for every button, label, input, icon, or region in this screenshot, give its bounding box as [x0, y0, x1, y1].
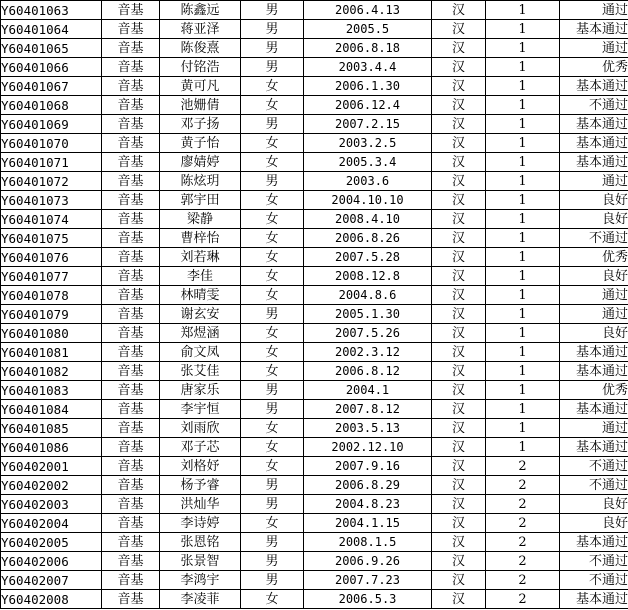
birthdate-cell: 2004.8.23 [304, 495, 432, 514]
subject-cell: 音基 [102, 1, 160, 20]
birthdate-cell: 2004.8.6 [304, 286, 432, 305]
result-cell: 不通过 [560, 457, 628, 476]
subject-cell: 音基 [102, 58, 160, 77]
ethnicity-cell: 汉 [432, 115, 486, 134]
gender-cell: 男 [241, 571, 304, 590]
gender-cell: 男 [241, 58, 304, 77]
student-id-cell: Y60402004 [1, 514, 102, 533]
birthdate-cell: 2008.4.10 [304, 210, 432, 229]
result-cell: 基本通过 [560, 533, 628, 552]
table-row [1, 362, 628, 381]
gender-cell: 男 [241, 533, 304, 552]
subject-cell: 音基 [102, 286, 160, 305]
birthdate-cell: 2006.5.3 [304, 590, 432, 609]
birthdate-cell: 2004.1.15 [304, 514, 432, 533]
gender-cell: 女 [241, 419, 304, 438]
level-cell: 1 [486, 286, 560, 305]
birthdate-cell: 2007.8.12 [304, 400, 432, 419]
gender-cell: 男 [241, 476, 304, 495]
ethnicity-cell: 汉 [432, 191, 486, 210]
ethnicity-cell: 汉 [432, 495, 486, 514]
student-id-cell: Y60402001 [1, 457, 102, 476]
level-cell: 1 [486, 96, 560, 115]
level-cell: 1 [486, 419, 560, 438]
table-row [1, 438, 628, 457]
level-cell: 1 [486, 134, 560, 153]
table-row [1, 39, 628, 58]
ethnicity-cell: 汉 [432, 476, 486, 495]
birthdate-cell: 2006.9.26 [304, 552, 432, 571]
subject-cell: 音基 [102, 457, 160, 476]
student-id-cell: Y60401066 [1, 58, 102, 77]
result-cell: 不通过 [560, 571, 628, 590]
name-cell: 池姗倩 [160, 96, 241, 115]
ethnicity-cell: 汉 [432, 457, 486, 476]
gender-cell: 男 [241, 305, 304, 324]
result-cell: 基本通过 [560, 77, 628, 96]
birthdate-cell: 2008.1.5 [304, 533, 432, 552]
level-cell: 1 [486, 1, 560, 20]
birthdate-cell: 2003.2.5 [304, 134, 432, 153]
level-cell: 1 [486, 343, 560, 362]
level-cell: 1 [486, 115, 560, 134]
result-cell: 基本通过 [560, 343, 628, 362]
level-cell: 2 [486, 476, 560, 495]
level-cell: 1 [486, 39, 560, 58]
name-cell: 林晴雯 [160, 286, 241, 305]
student-id-cell: Y60401083 [1, 381, 102, 400]
name-cell: 李诗婷 [160, 514, 241, 533]
birthdate-cell: 2007.2.15 [304, 115, 432, 134]
table-row [1, 229, 628, 248]
name-cell: 唐家乐 [160, 381, 241, 400]
subject-cell: 音基 [102, 191, 160, 210]
student-id-cell: Y60402006 [1, 552, 102, 571]
level-cell: 1 [486, 77, 560, 96]
table-row [1, 267, 628, 286]
birthdate-cell: 2003.5.13 [304, 419, 432, 438]
subject-cell: 音基 [102, 552, 160, 571]
gender-cell: 女 [241, 324, 304, 343]
student-id-cell: Y60401085 [1, 419, 102, 438]
result-cell: 良好 [560, 495, 628, 514]
student-id-cell: Y60401077 [1, 267, 102, 286]
subject-cell: 音基 [102, 172, 160, 191]
subject-cell: 音基 [102, 400, 160, 419]
result-cell: 不通过 [560, 476, 628, 495]
level-cell: 1 [486, 267, 560, 286]
table-row [1, 400, 628, 419]
gender-cell: 女 [241, 96, 304, 115]
name-cell: 俞文凤 [160, 343, 241, 362]
student-id-cell: Y60401080 [1, 324, 102, 343]
student-id-cell: Y60401082 [1, 362, 102, 381]
table-row [1, 324, 628, 343]
student-id-cell: Y60401084 [1, 400, 102, 419]
level-cell: 1 [486, 438, 560, 457]
subject-cell: 音基 [102, 267, 160, 286]
ethnicity-cell: 汉 [432, 305, 486, 324]
gender-cell: 女 [241, 514, 304, 533]
table-row [1, 191, 628, 210]
gender-cell: 女 [241, 286, 304, 305]
gender-cell: 女 [241, 210, 304, 229]
birthdate-cell: 2005.3.4 [304, 153, 432, 172]
ethnicity-cell: 汉 [432, 286, 486, 305]
birthdate-cell: 2004.10.10 [304, 191, 432, 210]
name-cell: 李佳 [160, 267, 241, 286]
student-id-cell: Y60401067 [1, 77, 102, 96]
student-id-cell: Y60402003 [1, 495, 102, 514]
table-row [1, 533, 628, 552]
birthdate-cell: 2007.5.28 [304, 248, 432, 267]
subject-cell: 音基 [102, 20, 160, 39]
result-cell: 基本通过 [560, 400, 628, 419]
subject-cell: 音基 [102, 533, 160, 552]
name-cell: 蒋亚泽 [160, 20, 241, 39]
name-cell: 郑煜涵 [160, 324, 241, 343]
result-cell: 基本通过 [560, 20, 628, 39]
level-cell: 1 [486, 153, 560, 172]
gender-cell: 男 [241, 495, 304, 514]
birthdate-cell: 2007.9.16 [304, 457, 432, 476]
table-row [1, 590, 628, 609]
name-cell: 曹梓怡 [160, 229, 241, 248]
birthdate-cell: 2007.5.26 [304, 324, 432, 343]
result-cell: 基本通过 [560, 362, 628, 381]
name-cell: 邓子芯 [160, 438, 241, 457]
level-cell: 1 [486, 381, 560, 400]
birthdate-cell: 2004.1 [304, 381, 432, 400]
table-row [1, 286, 628, 305]
student-id-cell: Y60401086 [1, 438, 102, 457]
result-cell: 通过 [560, 1, 628, 20]
result-cell: 优秀 [560, 381, 628, 400]
subject-cell: 音基 [102, 134, 160, 153]
gender-cell: 女 [241, 229, 304, 248]
birthdate-cell: 2006.8.26 [304, 229, 432, 248]
level-cell: 2 [486, 571, 560, 590]
birthdate-cell: 2006.1.30 [304, 77, 432, 96]
table-row [1, 20, 628, 39]
student-id-cell: Y60401073 [1, 191, 102, 210]
table-row [1, 419, 628, 438]
table-row [1, 552, 628, 571]
table-row [1, 210, 628, 229]
gender-cell: 男 [241, 39, 304, 58]
result-cell: 通过 [560, 286, 628, 305]
table-row [1, 343, 628, 362]
name-cell: 洪灿华 [160, 495, 241, 514]
ethnicity-cell: 汉 [432, 172, 486, 191]
birthdate-cell: 2006.12.4 [304, 96, 432, 115]
birthdate-cell: 2002.3.12 [304, 343, 432, 362]
result-cell: 基本通过 [560, 590, 628, 609]
birthdate-cell: 2006.4.13 [304, 1, 432, 20]
result-cell: 通过 [560, 172, 628, 191]
result-cell: 优秀 [560, 58, 628, 77]
student-id-cell: Y60401071 [1, 153, 102, 172]
subject-cell: 音基 [102, 324, 160, 343]
name-cell: 杨予睿 [160, 476, 241, 495]
name-cell: 李宇恒 [160, 400, 241, 419]
ethnicity-cell: 汉 [432, 571, 486, 590]
student-id-cell: Y60401078 [1, 286, 102, 305]
result-cell: 通过 [560, 305, 628, 324]
level-cell: 1 [486, 362, 560, 381]
gender-cell: 女 [241, 590, 304, 609]
result-cell: 基本通过 [560, 115, 628, 134]
table-row [1, 305, 628, 324]
name-cell: 李凌菲 [160, 590, 241, 609]
result-cell: 优秀 [560, 248, 628, 267]
level-cell: 1 [486, 172, 560, 191]
table-row [1, 476, 628, 495]
ethnicity-cell: 汉 [432, 533, 486, 552]
ethnicity-cell: 汉 [432, 381, 486, 400]
ethnicity-cell: 汉 [432, 362, 486, 381]
subject-cell: 音基 [102, 153, 160, 172]
ethnicity-cell: 汉 [432, 248, 486, 267]
result-cell: 良好 [560, 324, 628, 343]
level-cell: 1 [486, 229, 560, 248]
gender-cell: 男 [241, 400, 304, 419]
gender-cell: 男 [241, 552, 304, 571]
ethnicity-cell: 汉 [432, 134, 486, 153]
level-cell: 1 [486, 305, 560, 324]
subject-cell: 音基 [102, 419, 160, 438]
subject-cell: 音基 [102, 571, 160, 590]
ethnicity-cell: 汉 [432, 343, 486, 362]
subject-cell: 音基 [102, 514, 160, 533]
level-cell: 2 [486, 495, 560, 514]
gender-cell: 女 [241, 457, 304, 476]
gender-cell: 女 [241, 438, 304, 457]
birthdate-cell: 2007.7.23 [304, 571, 432, 590]
name-cell: 陈俊熹 [160, 39, 241, 58]
gender-cell: 男 [241, 172, 304, 191]
name-cell: 廖婧婷 [160, 153, 241, 172]
student-id-cell: Y60401069 [1, 115, 102, 134]
level-cell: 1 [486, 58, 560, 77]
result-cell: 不通过 [560, 229, 628, 248]
ethnicity-cell: 汉 [432, 39, 486, 58]
name-cell: 谢玄安 [160, 305, 241, 324]
subject-cell: 音基 [102, 77, 160, 96]
ethnicity-cell: 汉 [432, 419, 486, 438]
level-cell: 1 [486, 324, 560, 343]
gender-cell: 男 [241, 115, 304, 134]
ethnicity-cell: 汉 [432, 324, 486, 343]
table-row [1, 77, 628, 96]
gender-cell: 女 [241, 153, 304, 172]
name-cell: 张艾佳 [160, 362, 241, 381]
subject-cell: 音基 [102, 438, 160, 457]
level-cell: 2 [486, 457, 560, 476]
ethnicity-cell: 汉 [432, 438, 486, 457]
name-cell: 刘雨欣 [160, 419, 241, 438]
gender-cell: 女 [241, 343, 304, 362]
student-id-cell: Y60402008 [1, 590, 102, 609]
gender-cell: 女 [241, 267, 304, 286]
subject-cell: 音基 [102, 210, 160, 229]
subject-cell: 音基 [102, 305, 160, 324]
student-id-cell: Y60401068 [1, 96, 102, 115]
student-id-cell: Y60402005 [1, 533, 102, 552]
result-cell: 良好 [560, 267, 628, 286]
birthdate-cell: 2006.8.18 [304, 39, 432, 58]
name-cell: 付铭浩 [160, 58, 241, 77]
gender-cell: 男 [241, 1, 304, 20]
table-row [1, 115, 628, 134]
student-id-cell: Y60401064 [1, 20, 102, 39]
subject-cell: 音基 [102, 115, 160, 134]
name-cell: 邓子扬 [160, 115, 241, 134]
result-cell: 良好 [560, 210, 628, 229]
student-id-cell: Y60402002 [1, 476, 102, 495]
result-cell: 不通过 [560, 96, 628, 115]
table-row [1, 1, 628, 20]
table-row [1, 381, 628, 400]
ethnicity-cell: 汉 [432, 267, 486, 286]
birthdate-cell: 2003.4.4 [304, 58, 432, 77]
student-id-cell: Y60401075 [1, 229, 102, 248]
level-cell: 2 [486, 533, 560, 552]
level-cell: 2 [486, 514, 560, 533]
subject-cell: 音基 [102, 96, 160, 115]
birthdate-cell: 2006.8.12 [304, 362, 432, 381]
level-cell: 2 [486, 590, 560, 609]
table-row [1, 457, 628, 476]
gender-cell: 女 [241, 77, 304, 96]
level-cell: 1 [486, 191, 560, 210]
name-cell: 黄可凡 [160, 77, 241, 96]
table-row [1, 58, 628, 77]
ethnicity-cell: 汉 [432, 1, 486, 20]
ethnicity-cell: 汉 [432, 210, 486, 229]
level-cell: 1 [486, 20, 560, 39]
student-id-cell: Y60401063 [1, 1, 102, 20]
name-cell: 李鸿宇 [160, 571, 241, 590]
name-cell: 郭宇田 [160, 191, 241, 210]
name-cell: 黄子怡 [160, 134, 241, 153]
subject-cell: 音基 [102, 343, 160, 362]
student-id-cell: Y60401076 [1, 248, 102, 267]
subject-cell: 音基 [102, 476, 160, 495]
ethnicity-cell: 汉 [432, 20, 486, 39]
student-id-cell: Y60401079 [1, 305, 102, 324]
subject-cell: 音基 [102, 381, 160, 400]
result-cell: 良好 [560, 514, 628, 533]
gender-cell: 女 [241, 362, 304, 381]
result-cell: 不通过 [560, 552, 628, 571]
birthdate-cell: 2008.12.8 [304, 267, 432, 286]
gender-cell: 女 [241, 191, 304, 210]
result-cell: 通过 [560, 419, 628, 438]
name-cell: 张恩铭 [160, 533, 241, 552]
result-cell: 基本通过 [560, 153, 628, 172]
birthdate-cell: 2005.1.30 [304, 305, 432, 324]
level-cell: 2 [486, 552, 560, 571]
subject-cell: 音基 [102, 590, 160, 609]
result-cell: 基本通过 [560, 134, 628, 153]
name-cell: 梁静 [160, 210, 241, 229]
ethnicity-cell: 汉 [432, 58, 486, 77]
gender-cell: 女 [241, 134, 304, 153]
ethnicity-cell: 汉 [432, 552, 486, 571]
table-row [1, 514, 628, 533]
ethnicity-cell: 汉 [432, 77, 486, 96]
ethnicity-cell: 汉 [432, 229, 486, 248]
gender-cell: 男 [241, 20, 304, 39]
subject-cell: 音基 [102, 495, 160, 514]
student-id-cell: Y60401070 [1, 134, 102, 153]
name-cell: 刘格妤 [160, 457, 241, 476]
ethnicity-cell: 汉 [432, 96, 486, 115]
table-row [1, 134, 628, 153]
name-cell: 张景智 [160, 552, 241, 571]
gender-cell: 男 [241, 381, 304, 400]
ethnicity-cell: 汉 [432, 590, 486, 609]
student-id-cell: Y60402007 [1, 571, 102, 590]
student-id-cell: Y60401074 [1, 210, 102, 229]
level-cell: 1 [486, 400, 560, 419]
birthdate-cell: 2002.12.10 [304, 438, 432, 457]
birthdate-cell: 2006.8.29 [304, 476, 432, 495]
student-id-cell: Y60401065 [1, 39, 102, 58]
table-row [1, 96, 628, 115]
birthdate-cell: 2005.5 [304, 20, 432, 39]
birthdate-cell: 2003.6 [304, 172, 432, 191]
table-row [1, 248, 628, 267]
student-id-cell: Y60401072 [1, 172, 102, 191]
gender-cell: 女 [241, 248, 304, 267]
subject-cell: 音基 [102, 39, 160, 58]
student-id-cell: Y60401081 [1, 343, 102, 362]
table-row [1, 571, 628, 590]
result-cell: 通过 [560, 39, 628, 58]
subject-cell: 音基 [102, 248, 160, 267]
ethnicity-cell: 汉 [432, 400, 486, 419]
name-cell: 刘若琳 [160, 248, 241, 267]
table-row [1, 495, 628, 514]
ethnicity-cell: 汉 [432, 514, 486, 533]
table-row [1, 153, 628, 172]
result-cell: 良好 [560, 191, 628, 210]
table-body [1, 1, 628, 609]
result-cell: 基本通过 [560, 438, 628, 457]
level-cell: 1 [486, 248, 560, 267]
ethnicity-cell: 汉 [432, 153, 486, 172]
table-row [1, 172, 628, 191]
level-cell: 1 [486, 210, 560, 229]
subject-cell: 音基 [102, 362, 160, 381]
name-cell: 陈炫玥 [160, 172, 241, 191]
subject-cell: 音基 [102, 229, 160, 248]
name-cell: 陈鑫远 [160, 1, 241, 20]
